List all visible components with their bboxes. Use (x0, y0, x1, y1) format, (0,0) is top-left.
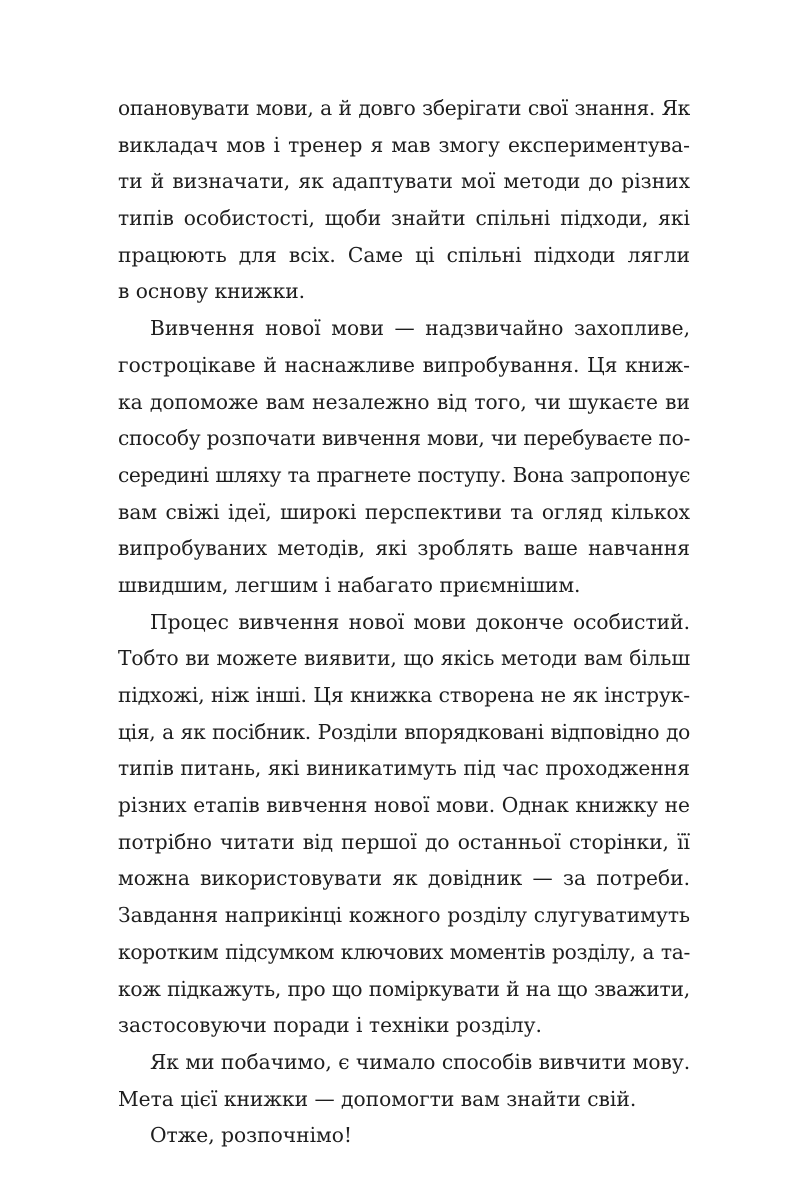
text-line: кож підкажуть, про що поміркувати й на що зважити, (118, 976, 690, 1001)
text-line: ка допоможе вам незалежно від того, чи шукаєте ви (118, 389, 690, 414)
text-line: Мета цієї книжки — допомогти вам знайти свій. (118, 1086, 637, 1111)
body-text (118, 90, 690, 1154)
paragraph (118, 1117, 690, 1154)
text-line: середині шляху та прагнете поступу. Вона запропонує (118, 462, 690, 487)
text-line: ти й визначати, як адаптувати мої методи до різних (118, 169, 690, 194)
paragraph (118, 1044, 690, 1117)
paragraph (118, 604, 690, 1044)
text-line: випробуваних методів, які зроблять ваше навчання (118, 536, 690, 561)
text-line: типів питань, які виникатимуть під час проходження (118, 756, 690, 781)
text-line: Вивчення нової мови — надзвичайно захопливе, (150, 316, 690, 341)
text-line: Тобто ви можете виявити, що якісь методи вам більш (118, 646, 690, 671)
text-line: способу розпочати вивчення мови, чи перебуваєте по- (118, 426, 690, 451)
text-line: можна використовувати як довідник — за потреби. (118, 866, 690, 891)
text-line: потрібно читати від першої до останньої сторінки, її (118, 829, 690, 854)
text-line: ція, а як посібник. Розділи впорядковані відповідно до (118, 719, 690, 744)
text-line: Процес вивчення нової мови доконче особистий. (150, 609, 690, 634)
text-line: Завдання наприкінці кожного розділу слугуватимуть (118, 903, 690, 928)
text-line: вам свіжі ідеї, широкі перспективи та огляд кількох (118, 499, 690, 524)
text-line: Отже, розпочнімо! (150, 1123, 352, 1148)
paragraph (118, 310, 690, 604)
text-line: гостроцікаве й наснажливе випробування. Ця книж- (118, 352, 690, 377)
text-line: викладач мов і тренер я мав змогу експериментува- (118, 132, 690, 157)
text-line: в основу книжки. (118, 279, 306, 304)
text-line: Як ми побачимо, є чимало способів вивчити мову. (150, 1049, 691, 1074)
text-line: підхожі, ніж інші. Ця книжка створена не як інструк- (118, 683, 690, 707)
text-line: застосовуючи поради і техніки розділу. (118, 1013, 542, 1038)
text-line: коротким підсумком ключових моментів розділу, а та- (118, 939, 690, 964)
text-line: типів особистості, щоби знайти спільні підходи, які (118, 206, 690, 231)
text-line: опановувати мови, а й довго зберігати свої знання. Як (118, 96, 690, 120)
text-line: швидшим, легшим і набагато приємнішим. (118, 572, 581, 597)
paragraph (118, 90, 690, 310)
text-line: різних етапів вивчення нової мови. Однак книжку не (118, 793, 690, 818)
text-line: працюють для всіх. Саме ці спільні підходи лягли (118, 242, 690, 267)
